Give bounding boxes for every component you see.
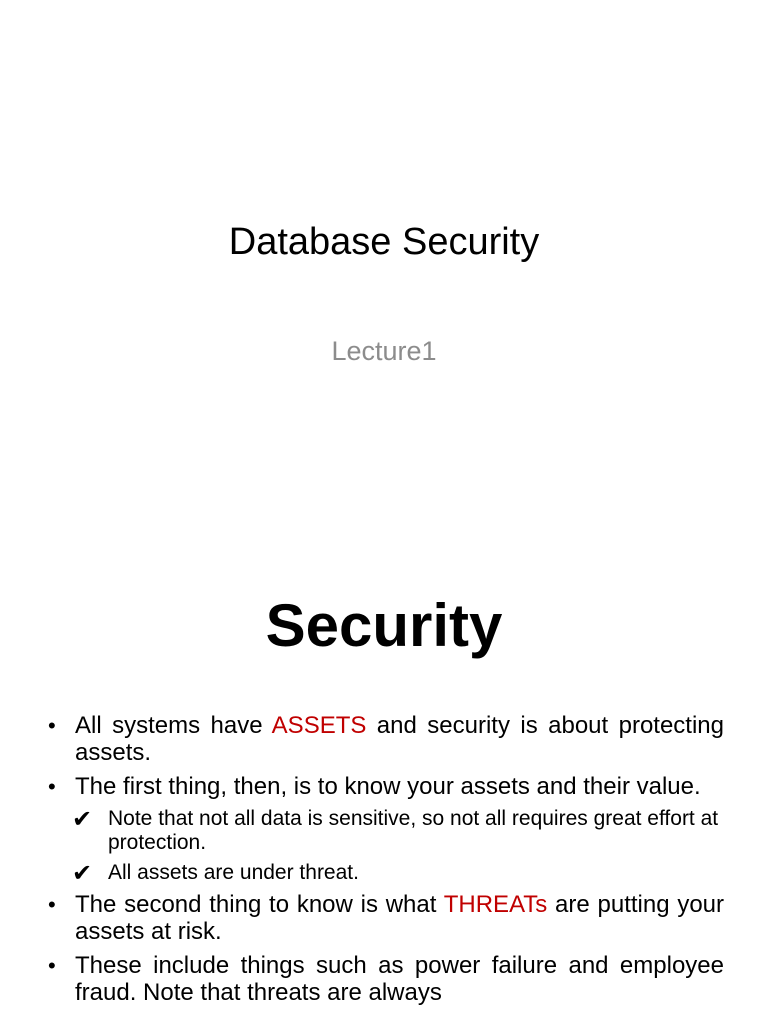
bullet-item bbox=[48, 952, 724, 1006]
bullet-item bbox=[48, 773, 724, 800]
bullet-text: All systems have bbox=[75, 712, 272, 739]
bullet-dot-icon: • bbox=[48, 713, 56, 738]
sub-bullet-item bbox=[48, 861, 724, 885]
bullet-item bbox=[48, 712, 724, 766]
sub-bullet-item bbox=[48, 807, 724, 855]
sub-bullet-text: Note that not all data is sensitive, so not all requires great effort at protection. bbox=[108, 807, 719, 854]
bullet-text: The second thing to know is what bbox=[75, 891, 444, 918]
slide-title: Database Security bbox=[228, 221, 540, 263]
bullet-list bbox=[48, 712, 724, 1013]
bullet-text: and security is about protecting assets. bbox=[75, 712, 725, 766]
slide-subtitle: Lecture1 bbox=[331, 336, 437, 366]
bullet-text: The first thing, then, is to know your assets and their value. bbox=[75, 773, 701, 800]
bullet-text: are putting your assets at risk. bbox=[75, 891, 725, 945]
checkmark-icon: ✔ bbox=[72, 806, 93, 833]
bullet-item bbox=[48, 891, 724, 945]
checkmark-icon: ✔ bbox=[72, 860, 93, 887]
highlight-assets: ASSETS bbox=[271, 712, 367, 739]
content-slide bbox=[0, 576, 768, 1024]
bullet-dot-icon: • bbox=[48, 774, 56, 799]
highlight-threats: THREATs bbox=[443, 891, 548, 918]
sub-bullet-text: All assets are under threat. bbox=[108, 861, 359, 884]
slide-heading: Security bbox=[265, 592, 503, 659]
bullet-dot-icon: • bbox=[48, 892, 56, 917]
bullet-dot-icon: • bbox=[48, 953, 56, 978]
bullet-text: These include things such as power failure and employee fraud. Note that threats are always bbox=[75, 952, 724, 1006]
